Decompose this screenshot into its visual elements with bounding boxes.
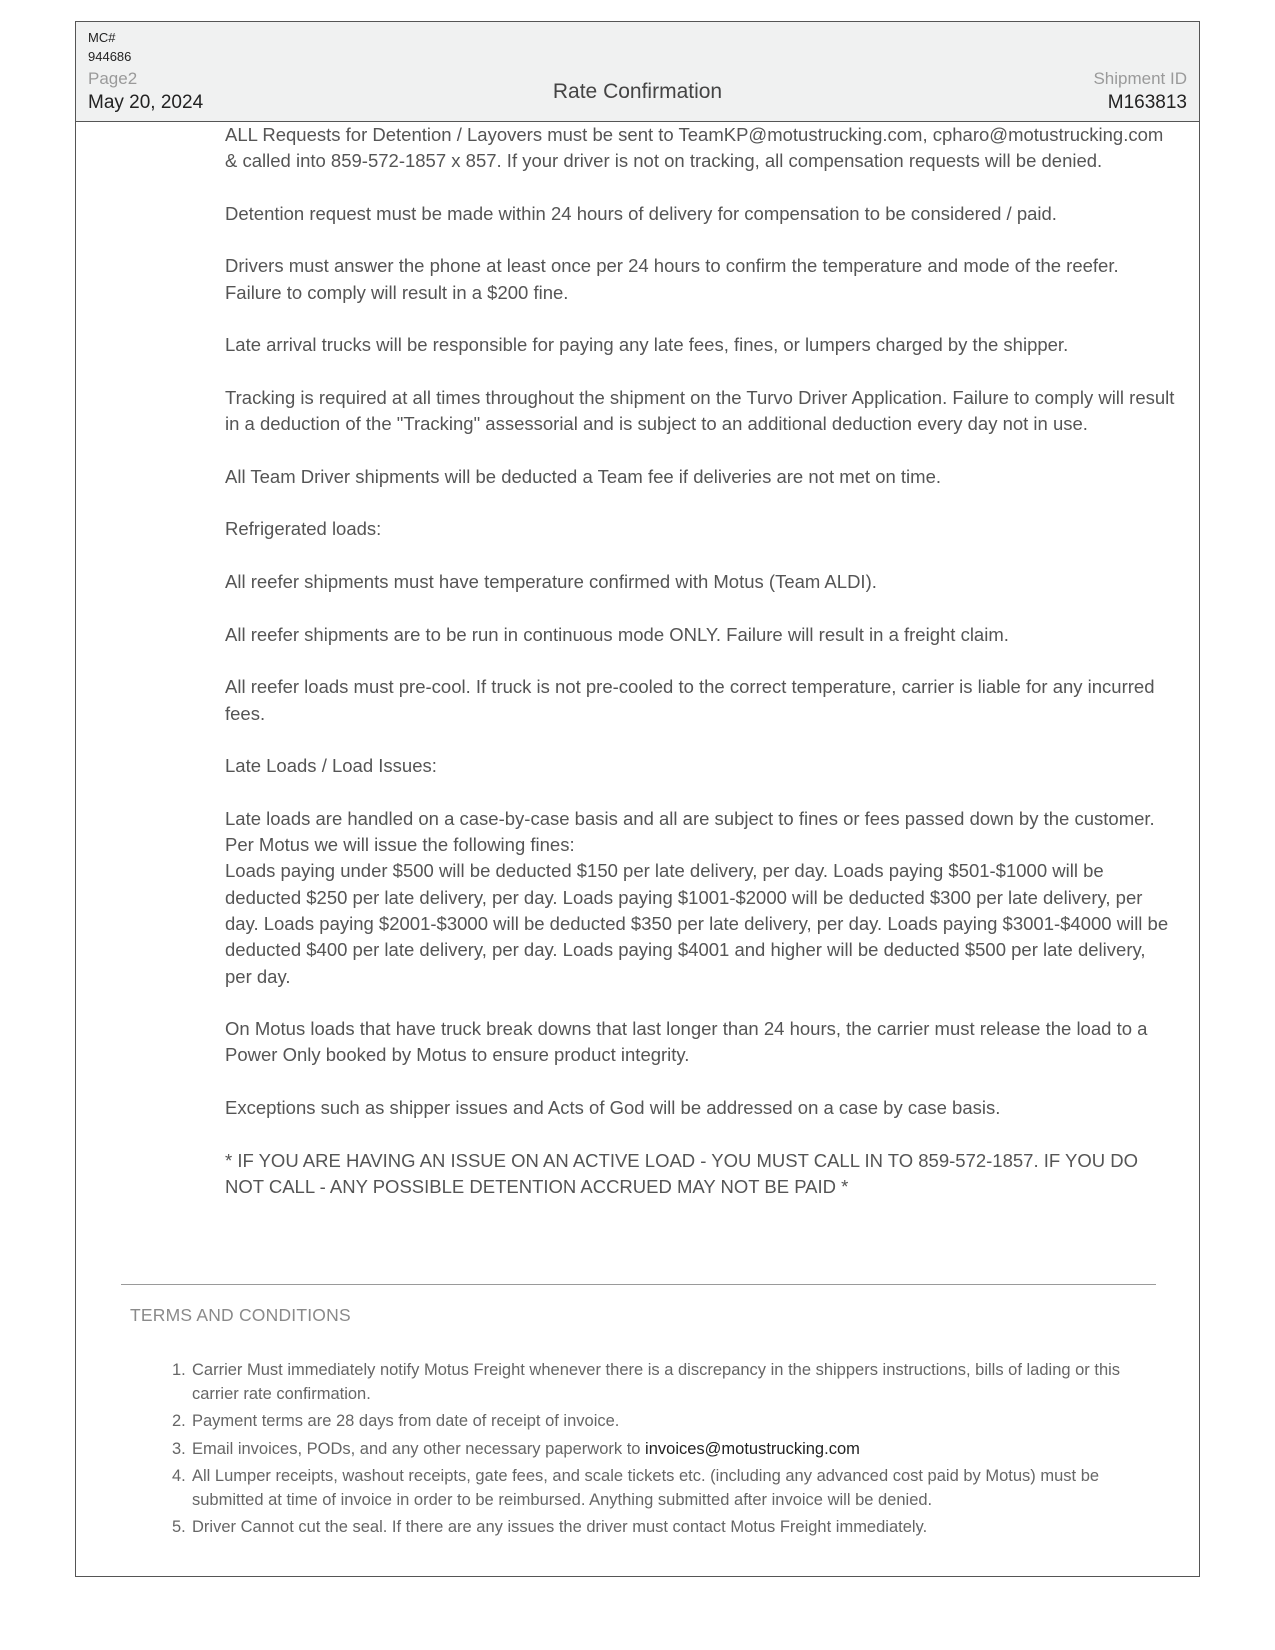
special-instructions xyxy=(225,122,1175,1200)
note-paragraph: Detention request must be made within 24 hours of delivery for compensation to be considered / paid. xyxy=(225,202,1057,224)
terms-item-text: Driver Cannot cut the seal. If there are any issues the driver must contact Motus Freight immediately. xyxy=(192,1518,928,1536)
note-paragraph: Tracking is required at all times throughout the shipment on the Turvo Driver Application. Failure to comply will result in a deduction of the "Tracking" assessorial and is subject to an additional deduction every day not in use. xyxy=(225,386,1175,435)
terms-item xyxy=(172,1465,1162,1512)
terms-item xyxy=(172,1438,1162,1462)
note-paragraph: All reefer shipments must have temperature confirmed with Motus (Team ALDI). xyxy=(225,571,877,593)
terms-item-number: 2. xyxy=(172,1412,186,1430)
note-paragraph: Late loads are handled on a case-by-case basis and all are subject to fines or fees passed down by the customer. Per Motus we will issue the following fines: Loads paying under $500 will be deducted $150 per late delivery, per day. Loads paying $501-$1000 will be deducted $250 per late delivery, per day. Loads paying $1001-$2000 will be deducted $300 per late delivery, per day. Loads paying $2001-$3000 will be deducted $350 per late delivery, per day. Loads paying $3001-$4000 will be deducted $400 per late delivery, per day. Loads paying $4001 and higher will be deducted $500 per late delivery, per day. xyxy=(225,807,1169,987)
terms-item-number: 3. xyxy=(172,1439,186,1458)
note-paragraph: All reefer loads must pre-cool. If truck is not pre-cooled to the correct temperature, carrier is liable for any incurred fees. xyxy=(225,676,1155,724)
terms-item-text: Payment terms are 28 days from date of receipt of invoice. xyxy=(192,1412,620,1430)
terms-item-text: All Lumper receipts, washout receipts, gate fees, and scale tickets etc. (including any advanced cost paid by Motus) must be submitted at time of invoice in order to be reimbursed. Anything submitted after invoice will be denied. xyxy=(192,1467,1100,1509)
terms-item xyxy=(172,1359,1162,1406)
terms-list xyxy=(172,1359,1162,1544)
note-warning: * IF YOU ARE HAVING AN ISSUE ON AN ACTIVE LOAD - YOU MUST CALL IN TO 859-572-1857. IF YOU DO NOT CALL - ANY POSSIBLE DETENTION ACCRUED MAY NOT BE PAID * xyxy=(225,1149,1138,1197)
note-paragraph: On Motus loads that have truck break downs that last longer than 24 hours, the carrier must release the load to a Power Only booked by Motus to ensure product integrity. xyxy=(225,1018,1148,1066)
terms-item-text: Carrier Must immediately notify Motus Freight whenever there is a discrepancy in the shippers instructions, bills of lading or this carrier rate confirmation. xyxy=(192,1361,1121,1403)
document-page xyxy=(75,21,1200,1577)
note-paragraph: Exceptions such as shipper issues and Acts of God will be addressed on a case by case basis. xyxy=(225,1096,1001,1118)
terms-heading: TERMS AND CONDITIONS xyxy=(130,1305,351,1325)
note-paragraph: Drivers must answer the phone at least once per 24 hours to confirm the temperature and mode of the reefer. Failure to comply will result in a $200 fine. xyxy=(225,255,1119,303)
invoices-email-link[interactable]: invoices@motustrucking.com xyxy=(645,1439,860,1458)
note-paragraph: All Team Driver shipments will be deducted a Team fee if deliveries are not met on time. xyxy=(225,465,942,487)
document-header xyxy=(76,22,1199,122)
note-section-heading: Late Loads / Load Issues: xyxy=(225,755,437,777)
terms-item-text: Email invoices, PODs, and any other necessary paperwork to xyxy=(192,1439,646,1458)
mc-label: MC# xyxy=(88,30,116,45)
note-paragraph: All reefer shipments are to be run in continuous mode ONLY. Failure will result in a freight claim. xyxy=(225,623,1009,645)
document-title: Rate Confirmation xyxy=(552,80,723,103)
document-date: May 20, 2024 xyxy=(88,92,204,113)
note-paragraph: ALL Requests for Detention / Layovers must be sent to TeamKP@motustrucking.com, cpharo@motustrucking.com & called into 859-572-1857 x 857. If your driver is not on tracking, all compensation requests will be denied. xyxy=(225,124,1164,172)
shipment-id: M163813 xyxy=(1107,92,1187,113)
terms-item xyxy=(172,1410,1162,1434)
terms-item xyxy=(172,1516,1162,1540)
terms-item-number: 5. xyxy=(172,1518,186,1536)
shipment-id-label: Shipment ID xyxy=(1093,69,1187,88)
terms-item-number: 4. xyxy=(172,1467,186,1485)
page-number: Page2 xyxy=(88,69,138,88)
note-section-heading: Refrigerated loads: xyxy=(225,518,382,540)
note-paragraph: Late arrival trucks will be responsible for paying any late fees, fines, or lumpers charged by the shipper. xyxy=(225,334,1069,356)
mc-number: 944686 xyxy=(88,49,132,64)
terms-item-number: 1. xyxy=(172,1361,186,1379)
section-divider xyxy=(121,1284,1156,1285)
